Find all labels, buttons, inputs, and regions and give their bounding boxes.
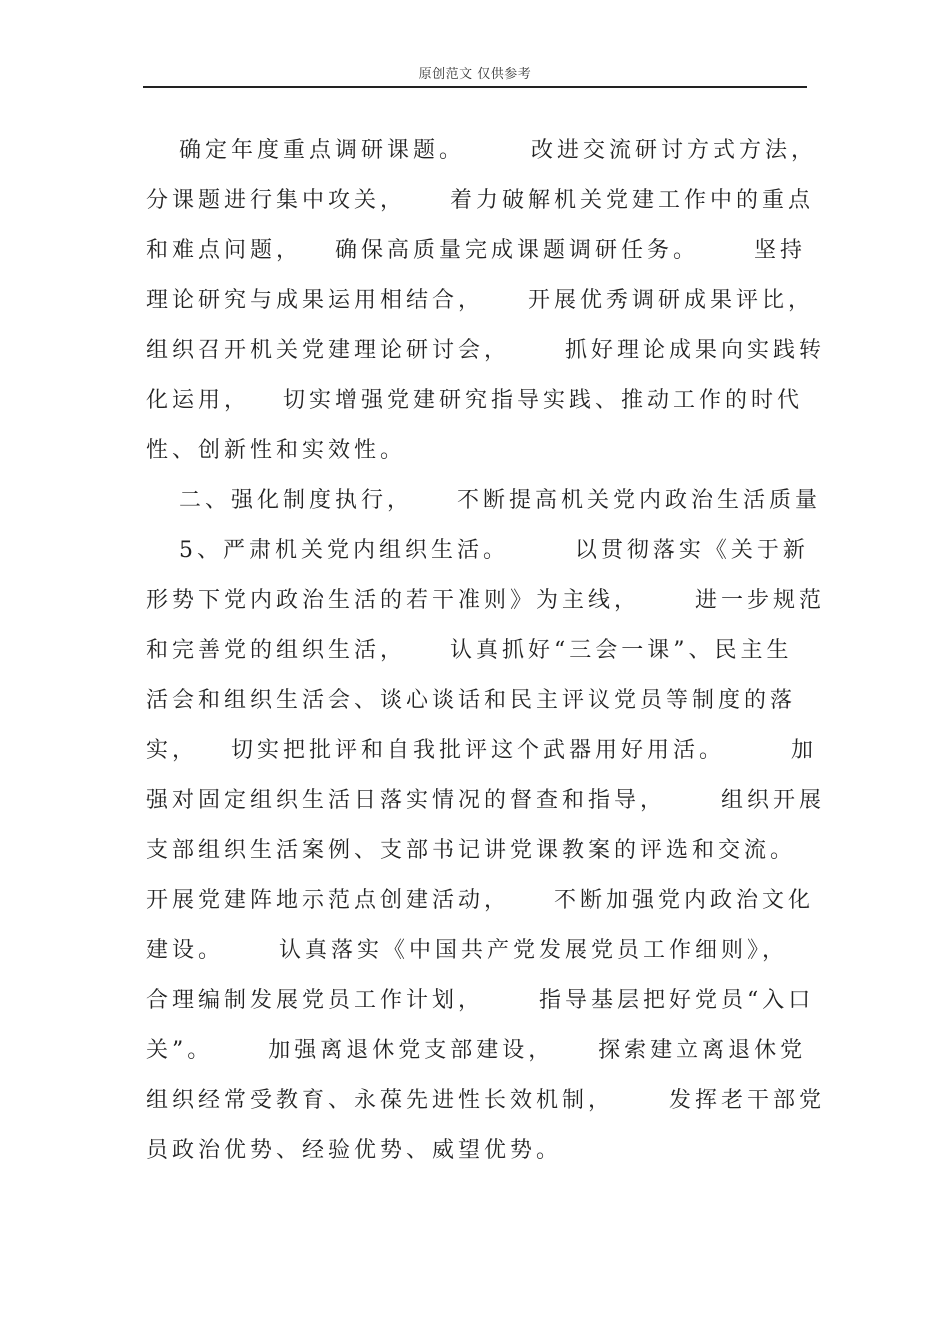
text-line: 性、创新性和实效性。: [146, 438, 407, 463]
text-line: 5、严肃机关党内组织生活。 以贯彻落实《关于新: [146, 538, 809, 563]
text-line: 实， 切实把批评和自我批评这个武器用好用活。 加: [146, 738, 817, 763]
text-line: 活会和组织生活会、谈心谈话和民主评议党员等制度的落: [146, 688, 797, 713]
page-header: 原创范文 仅供参考: [418, 67, 532, 82]
text-line: 化运用， 切实增强党建研究指导实践、推动工作的时代: [146, 388, 803, 413]
text-line: 组织召开机关党建理论研讨会， 抓好理论成果向实践转: [146, 338, 825, 363]
text-line: 支部组织生活案例、支部书记讲党课教案的评选和交流。: [146, 838, 797, 863]
section-heading: 二、强化制度执行， 不断提高机关党内政治生活质量: [146, 488, 821, 513]
text-line: 形势下党内政治生活的若干准则》为主线， 进一步规范: [146, 588, 825, 613]
text-line: 确定年度重点调研课题。 改进交流研讨方式方法，: [146, 138, 817, 163]
text-line: 开展党建阵地示范点创建活动， 不断加强党内政治文化: [146, 888, 814, 913]
text-line: 和难点问题， 确保高质量完成课题调研任务。 坚持: [146, 238, 806, 263]
text-line: 建设。 认真落实《中国共产党发展党员工作细则》，: [146, 938, 788, 963]
text-line: 关”。 加强离退休党支部建设， 探索建立离退休党: [146, 1038, 807, 1063]
text-line: 分课题进行集中攻关， 着力破解机关党建工作中的重点: [146, 188, 814, 213]
text-line: 强对固定组织生活日落实情况的督查和指导， 组织开展: [146, 788, 825, 813]
text-line: 员政治优势、经验优势、威望优势。: [146, 1138, 563, 1163]
text-line: 和完善党的组织生活， 认真抓好“三会一课”、民主生: [146, 638, 793, 663]
text-line: 理论研究与成果运用相结合， 开展优秀调研成果评比，: [146, 288, 814, 313]
text-line: 组织经常受教育、永葆先进性长效机制， 发挥老干部党: [146, 1088, 825, 1113]
text-line: 合理编制发展党员工作计划， 指导基层把好党员“入口: [146, 988, 815, 1013]
body-text: [146, 126, 825, 1176]
header-divider: [143, 86, 807, 88]
